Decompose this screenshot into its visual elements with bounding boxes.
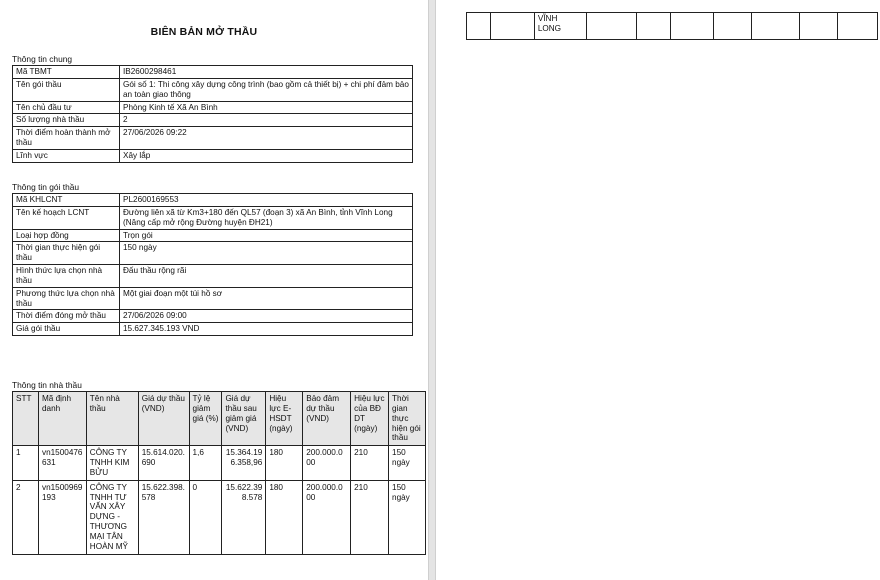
bidder-column-header: Mã định danh — [38, 392, 86, 446]
bidder-column-header: Hiệu lực của BĐ DT (ngày) — [351, 392, 389, 446]
general-info-label: Lĩnh vực — [13, 149, 120, 162]
continuation-cell — [800, 13, 838, 40]
bidder-cell: 200.000.000 — [303, 480, 351, 554]
package-info-table — [12, 193, 413, 336]
bidder-cell: CÔNG TY TNHH KIM BỬU — [86, 446, 138, 481]
general-info-table — [12, 65, 413, 163]
general-info-label: Tên gói thầu — [13, 78, 120, 101]
bidder-cell: 210 — [351, 480, 389, 554]
bidder-cell: 1,6 — [189, 446, 222, 481]
general-info-heading: Thông tin chung — [12, 54, 73, 64]
bidder-cell: CÔNG TY TNHH TƯ VẤN XÂY DỰNG - THƯƠNG MẠI TÂN HOÀN MỸ — [86, 480, 138, 554]
continuation-cell — [586, 13, 636, 40]
package-info-value: PL2600169553 — [120, 194, 413, 207]
general-info-row — [13, 127, 413, 150]
package-info-label: Hình thức lựa chọn nhà thầu — [13, 265, 120, 288]
package-info-heading: Thông tin gói thầu — [12, 182, 80, 192]
package-info-row — [13, 242, 413, 265]
package-info-value: Đấu thầu rộng rãi — [120, 265, 413, 288]
continuation-cell — [838, 13, 878, 40]
general-info-row — [13, 101, 413, 114]
package-info-label: Thời điểm đóng mở thầu — [13, 310, 120, 323]
continuation-cell — [752, 13, 800, 40]
bidder-cell: 15.364.196.358,96 — [222, 446, 266, 481]
package-info-row — [13, 206, 413, 229]
bidder-cell: 180 — [266, 446, 303, 481]
general-info-value: 27/06/2026 09:22 — [120, 127, 413, 150]
package-info-value: 150 ngày — [120, 242, 413, 265]
package-info-row — [13, 229, 413, 242]
package-info-label: Tên kế hoạch LCNT — [13, 206, 120, 229]
general-info-value: IB2600298461 — [120, 66, 413, 79]
document-title: BIÊN BẢN MỞ THẦU — [150, 26, 258, 38]
package-info-value: Đường liên xã từ Km3+180 đến QL57 (đoạn 3) xã An Bình, tỉnh Vĩnh Long (Nâng cấp mở rộng Đường huyện ĐH21) — [120, 206, 413, 229]
package-info-value: Trọn gói — [120, 229, 413, 242]
bidder-column-header: Tỷ lệ giảm giá (%) — [189, 392, 222, 446]
bidder-cell: 15.622.398.578 — [138, 480, 189, 554]
general-info-label: Mã TBMT — [13, 66, 120, 79]
bidder-cell: 0 — [189, 480, 222, 554]
package-info-row — [13, 265, 413, 288]
general-info-value: 2 — [120, 114, 413, 127]
bidder-column-header: Thời gian thực hiện gói thầu — [389, 392, 426, 446]
bidder-cell: 15.622.398.578 — [222, 480, 266, 554]
continuation-cell: VĨNH LONG — [534, 13, 586, 40]
general-info-label: Tên chủ đầu tư — [13, 101, 120, 114]
bidder-row — [13, 480, 426, 554]
general-info-value: Xây lắp — [120, 149, 413, 162]
general-info-value: Gói số 1: Thi công xây dựng công trình (bao gồm cả thiết bị) + chi phí đảm bảo an toàn giao thông — [120, 78, 413, 101]
continuation-cell — [467, 13, 491, 40]
page-separator — [428, 0, 436, 580]
bidder-cell: 150 ngày — [389, 446, 426, 481]
general-info-row — [13, 78, 413, 101]
package-info-label: Phương thức lựa chọn nhà thầu — [13, 287, 120, 310]
bidder-column-header: Bảo đảm dự thầu (VND) — [303, 392, 351, 446]
document-page-2 — [436, 0, 880, 580]
continuation-cell — [490, 13, 534, 40]
bidder-row — [13, 446, 426, 481]
bidder-column-header: Giá dự thầu sau giảm giá (VND) — [222, 392, 266, 446]
general-info-label: Số lượng nhà thầu — [13, 114, 120, 127]
general-info-row — [13, 149, 413, 162]
bidder-cell: 200.000.000 — [303, 446, 351, 481]
bidder-cell: 150 ngày — [389, 480, 426, 554]
bidder-info-table — [12, 391, 426, 555]
continuation-cell — [670, 13, 714, 40]
package-info-label: Thời gian thực hiện gói thầu — [13, 242, 120, 265]
continuation-cell — [714, 13, 752, 40]
bidder-info-heading: Thông tin nhà thầu — [12, 380, 82, 390]
package-info-value: 27/06/2026 09:00 — [120, 310, 413, 323]
bidder-cell: vn1500476631 — [38, 446, 86, 481]
bidder-column-header: Giá dự thầu (VND) — [138, 392, 189, 446]
bidder-cell: 180 — [266, 480, 303, 554]
general-info-row — [13, 66, 413, 79]
general-info-row — [13, 114, 413, 127]
document-page-1 — [0, 0, 428, 580]
package-info-label: Giá gói thầu — [13, 323, 120, 336]
bidder-column-header: Tên nhà thầu — [86, 392, 138, 446]
package-info-value: Một giai đoạn một túi hồ sơ — [120, 287, 413, 310]
bidder-cell: 1 — [13, 446, 39, 481]
package-info-value: 15.627.345.193 VND — [120, 323, 413, 336]
continuation-cell — [636, 13, 670, 40]
general-info-label: Thời điểm hoàn thành mở thầu — [13, 127, 120, 150]
bidder-column-header: STT — [13, 392, 39, 446]
bidder-table-continuation — [466, 12, 878, 40]
bidder-column-header: Hiệu lực E-HSDT (ngày) — [266, 392, 303, 446]
package-info-row — [13, 310, 413, 323]
package-info-label: Loại hợp đồng — [13, 229, 120, 242]
package-info-row — [13, 287, 413, 310]
general-info-value: Phòng Kinh tế Xã An Bình — [120, 101, 413, 114]
bidder-cell: 2 — [13, 480, 39, 554]
bidder-cell: vn1500969193 — [38, 480, 86, 554]
package-info-label: Mã KHLCNT — [13, 194, 120, 207]
package-info-row — [13, 323, 413, 336]
package-info-row — [13, 194, 413, 207]
bidder-cell: 15.614.020.690 — [138, 446, 189, 481]
bidder-cell: 210 — [351, 446, 389, 481]
